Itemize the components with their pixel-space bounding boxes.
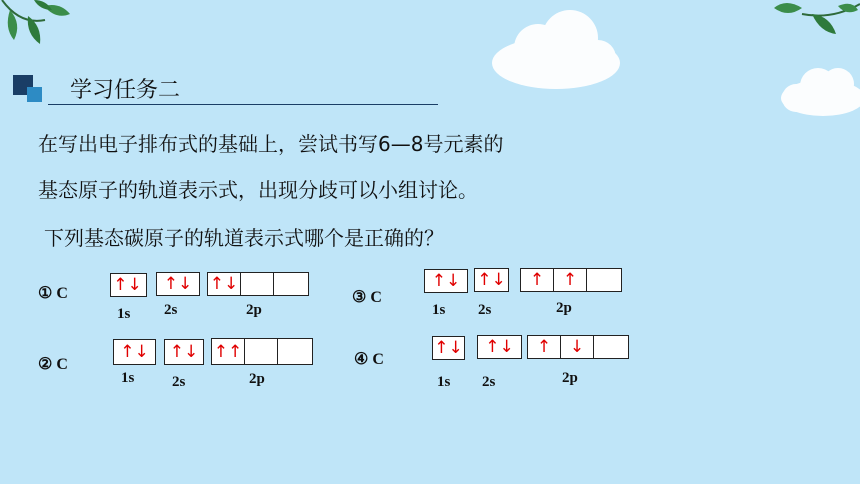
- orbital-1s-box: [113, 339, 156, 365]
- orbital-cell: ↑↓: [434, 338, 463, 358]
- subshell-label: 2p: [249, 371, 265, 387]
- orbital-cell: ↑↓: [120, 342, 149, 362]
- orbital-2p-box: [207, 272, 309, 296]
- orbital-cell: ↑↓: [163, 274, 193, 294]
- orbital-2s-box: [156, 272, 200, 296]
- instruction-line-1: 在写出电子排布式的基础上，尝试书写6—8号元素的: [38, 132, 504, 156]
- orbital-cell: ↑↓: [169, 342, 199, 362]
- orbital-cell: ↓: [561, 336, 594, 358]
- orbital-cell: ↑↓: [113, 275, 142, 295]
- subshell-label: 2p: [556, 300, 572, 316]
- orbital-cell: [278, 339, 311, 364]
- orbital-2p-box: [211, 338, 313, 365]
- orbital-1s-box: [432, 336, 465, 360]
- orbital-2p-box: [520, 268, 622, 292]
- leaf-icon: [0, 0, 72, 52]
- orbital-cell: ↑↓: [485, 337, 514, 357]
- question-text: 下列基态碳原子的轨道表示式哪个是正确的？: [44, 226, 444, 250]
- subshell-label: 1s: [432, 302, 446, 318]
- page-title: 学习任务二: [70, 78, 181, 103]
- orbital-1s-box: [424, 269, 468, 293]
- subshell-label: 1s: [121, 370, 135, 386]
- orbital-cell: ↑↓: [208, 273, 241, 295]
- cloud-icon: [488, 8, 624, 98]
- orbital-cell: ↑: [554, 269, 587, 291]
- orbital-cell: [245, 339, 278, 364]
- subshell-label: 2p: [562, 370, 578, 386]
- orbital-2p-box: [527, 335, 629, 359]
- leaf-icon: [772, 0, 860, 40]
- orbital-cell: ↑↓: [477, 270, 506, 290]
- subshell-label: 2s: [482, 374, 496, 390]
- option-3-label: ③ C: [352, 289, 382, 306]
- orbital-cell: [587, 269, 620, 291]
- orbital-1s-box: [110, 273, 147, 297]
- orbital-2s-box: [477, 335, 522, 359]
- orbital-cell: [241, 273, 274, 295]
- subshell-label: 1s: [117, 306, 131, 322]
- subshell-label: 2s: [478, 302, 492, 318]
- subshell-label: 2p: [246, 302, 262, 318]
- option-2-label: ② C: [38, 356, 68, 373]
- instruction-line-2: 基态原子的轨道表示式，出现分歧可以小组讨论。: [38, 178, 478, 202]
- title-underline: [48, 104, 438, 105]
- orbital-2s-box: [164, 339, 204, 365]
- orbital-cell: ↑↓: [431, 271, 461, 291]
- subshell-label: 2s: [172, 374, 186, 390]
- subshell-label: 1s: [437, 374, 451, 390]
- orbital-cell: [594, 336, 627, 358]
- orbital-2s-box: [474, 268, 509, 292]
- orbital-cell: ↑: [528, 336, 561, 358]
- option-1-label: ① C: [38, 285, 68, 302]
- orbital-cell: [274, 273, 307, 295]
- cloud-icon: [778, 58, 860, 120]
- subshell-label: 2s: [164, 302, 178, 318]
- option-4-label: ④ C: [354, 351, 384, 368]
- title-square-icon: [27, 87, 42, 102]
- orbital-cell: ↑: [521, 269, 554, 291]
- orbital-cell: ↑↑: [212, 339, 245, 364]
